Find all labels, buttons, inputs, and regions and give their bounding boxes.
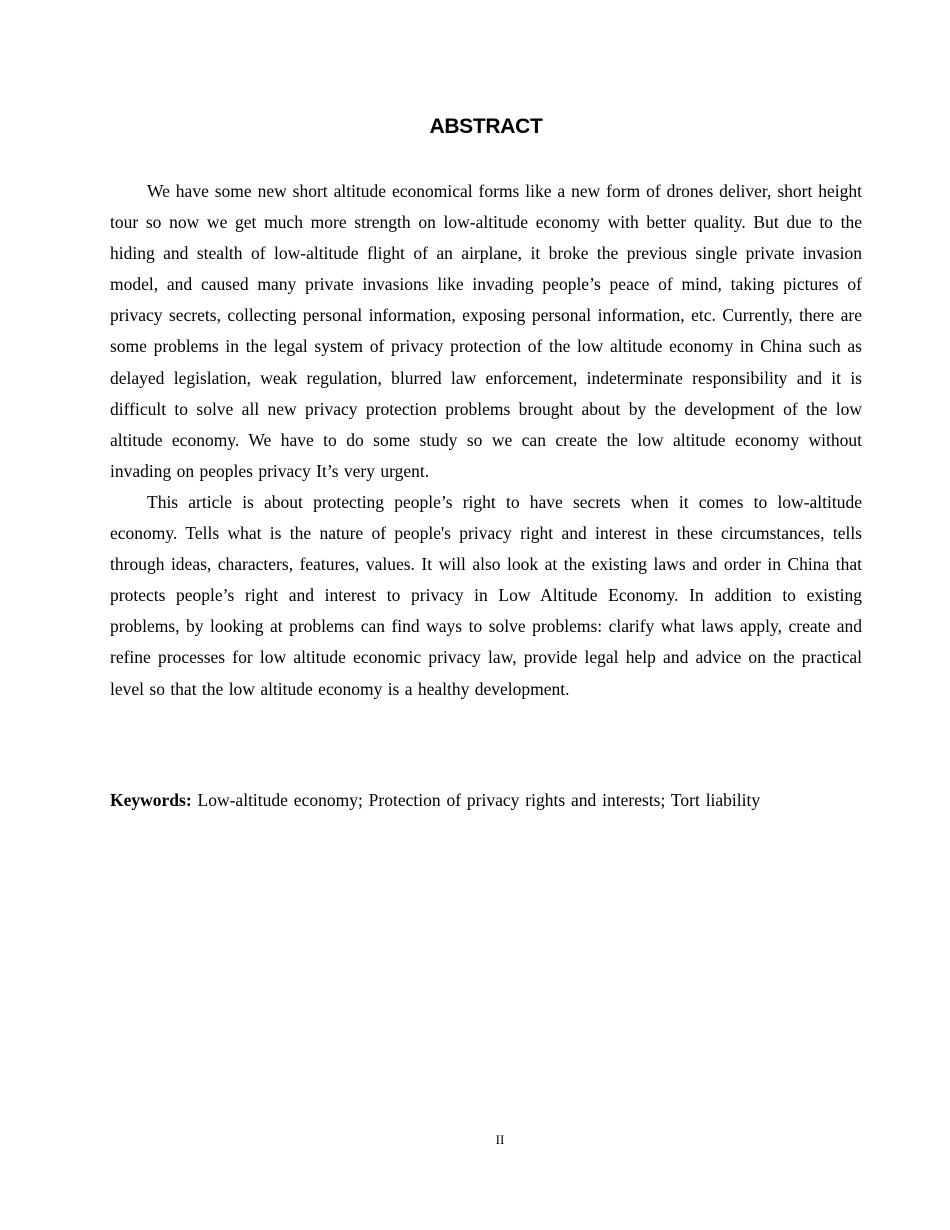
abstract-title: ABSTRACT xyxy=(429,115,543,138)
keywords-text: Low-altitude economy; Protection of privacy rights and interests; Tort liability xyxy=(197,790,761,810)
abstract-paragraph-1: We have some new short altitude economical forms like a new form of drones deliver, short height tour so now we get much more strength on low-altitude economy with better quality. But due to the hiding and stealth of low-altitude flight of an airplane, it broke the previous single private invasion model, and caused many private invasions like invading people’s peace of mind, taking pictures of privacy secrets, collecting personal information, exposing personal information, etc. Currently, there are some problems in the legal system of privacy protection of the low altitude economy in China such as delayed legislation, weak regulation, blurred law enforcement, indeterminate responsibility and it is difficult to solve all new privacy protection problems brought about by the development of the low altitude economy. We have to do some study so we can create the low altitude economy without invading on peoples privacy It’s very urgent. xyxy=(110,181,862,481)
keywords-line xyxy=(110,785,862,816)
abstract-body xyxy=(110,176,862,705)
page-number: II xyxy=(495,1132,505,1147)
abstract-paragraph-2: This article is about protecting people’s right to have secrets when it comes to low-altitude economy. Tells what is the nature of people's privacy right and interest in these circumstances, tells through ideas, characters, features, values. It will also look at the existing laws and order in China that protects people’s right and interest to privacy in Low Altitude Economy. In addition to existing problems, by looking at problems can find ways to solve problems: clarify what laws apply, create and refine processes for low altitude economic privacy law, provide legal help and advice on the practical level so that the low altitude economy is a healthy development. xyxy=(110,491,862,699)
keywords-label: Keywords: xyxy=(110,790,192,810)
